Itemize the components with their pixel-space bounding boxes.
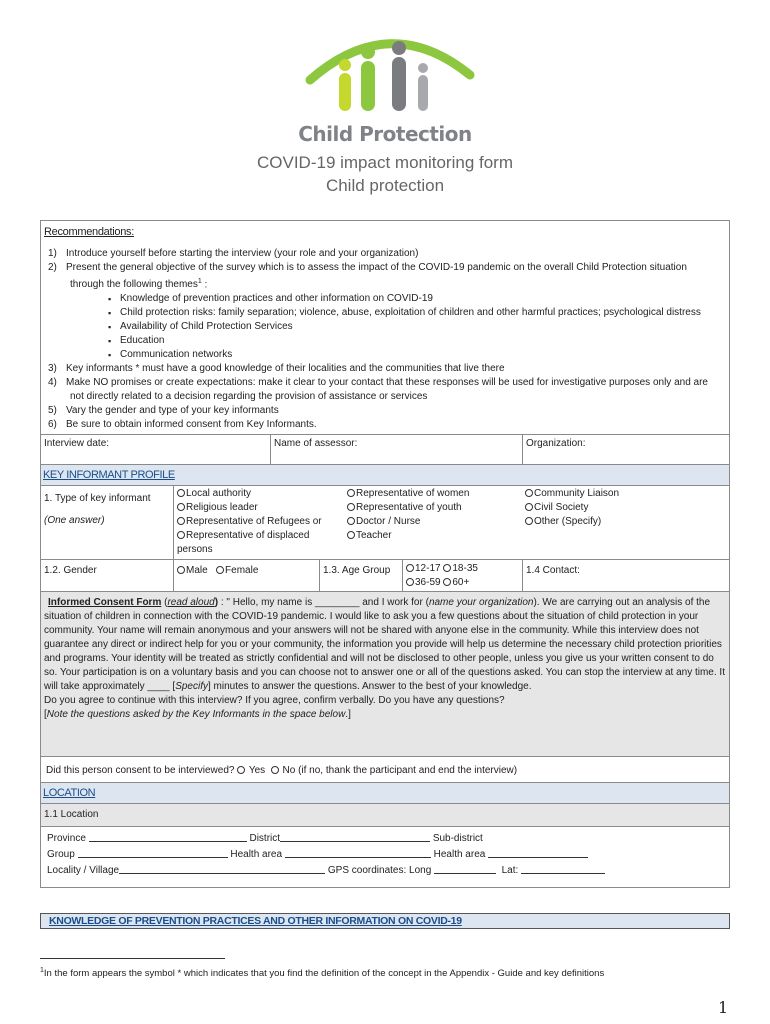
recommendation-item: 1) Introduce yourself before starting the interview (your role and your organization) — [48, 248, 419, 259]
page-subtitle: Child protection — [325, 176, 445, 195]
footnote: $^1$In the form appears the symbol * which indicates that you find the definition of the concept in the Appendix - Guide and key definitions — [40, 967, 605, 980]
footnote-divider — [40, 958, 225, 959]
health-area-input[interactable] — [285, 847, 431, 858]
recommendations-section — [41, 221, 729, 435]
assessor-name-field[interactable]: Name of assessor: — [271, 435, 523, 464]
radio-icon — [271, 766, 279, 774]
radio-icon — [177, 517, 185, 525]
radio-icon — [347, 489, 355, 497]
radio-icon — [443, 564, 451, 572]
radio-icon — [347, 517, 355, 525]
radio-icon — [177, 531, 185, 539]
logo-text: Child Protection — [298, 122, 472, 146]
interview-date-field[interactable]: Interview date: — [41, 435, 271, 464]
recommendation-item: 4) Make NO promises or create expectations: make it clear to your contact that these responses will be used for investigative purposes only and are not directly related to a decision regarding the provision of assistance or services — [48, 377, 708, 403]
consent-question-row: Did this person consent to be interviewed? Yes No (if no, thank the participant and end the interview) — [41, 757, 729, 783]
gender-age-row — [41, 560, 729, 592]
radio-icon — [237, 766, 245, 774]
key-informant-profile-band: KEY INFORMANT PROFILE — [41, 465, 729, 486]
consent-agree-text: Do you agree to continue with this interview? If you agree, confirm verbally. Do you have any questions? — [44, 695, 505, 707]
informant-type-row — [41, 486, 729, 560]
consent-note: Note the questions asked by the Key Informants in the space below — [46, 709, 346, 721]
recommendation-item: 6) Be sure to obtain informed consent from Key Informants. — [48, 419, 317, 431]
recommendation-item: 5) Vary the gender and type of your key informants — [48, 405, 279, 417]
gender-label: 1.2. Gender — [41, 560, 174, 591]
option-male[interactable]: Male — [177, 564, 208, 578]
consent-no-option[interactable]: No (if no, thank the participant and end the interview) — [271, 764, 517, 778]
age-group-label: 1.3. Age Group — [320, 560, 403, 591]
option-doctor-nurse[interactable]: Doctor / Nurse — [347, 515, 519, 529]
page-title: COVID-19 impact monitoring form — [256, 153, 514, 172]
theme-item: ▪ Knowledge of prevention practices and other information on COVID-19 — [108, 292, 726, 306]
option-local-authority[interactable]: Local authority — [177, 487, 341, 501]
health-area-input-2[interactable] — [488, 847, 588, 858]
radio-icon — [406, 578, 414, 586]
themes-list — [108, 292, 726, 362]
theme-item: ▪ Child protection risks: family separation; violence, abuse, exploitation of children and other harmful practices; psychological distress — [108, 306, 726, 320]
radio-icon — [216, 566, 224, 574]
consent-yes-option[interactable]: Yes — [237, 764, 265, 778]
option-age-36-59[interactable]: 36-59 — [406, 576, 441, 590]
recommendation-item: 3) Key informants * must have a good knowledge of their localities and the communities that live there — [48, 363, 505, 375]
radio-icon — [177, 566, 185, 574]
option-religious-leader[interactable]: Religious leader — [177, 501, 341, 515]
gender-options — [174, 560, 320, 591]
gps-longitude-input[interactable] — [434, 863, 496, 874]
radio-icon — [525, 503, 533, 511]
radio-icon — [347, 531, 355, 539]
informant-options-col3 — [522, 486, 729, 559]
informant-options-col1 — [174, 486, 344, 559]
province-input[interactable] — [89, 831, 247, 842]
radio-icon — [177, 489, 185, 497]
gps-latitude-input[interactable] — [521, 863, 605, 874]
organization-field[interactable]: Organization: — [526, 438, 586, 450]
option-women-representative[interactable]: Representative of women — [347, 487, 519, 501]
consent-form-title: Informed Consent Form — [48, 597, 162, 609]
informant-type-label-cell: 1. Type of key informant (One answer) — [41, 486, 174, 559]
option-female[interactable]: Female — [216, 564, 258, 578]
age-group-options — [403, 560, 523, 591]
theme-item: ▪ Education — [108, 334, 726, 348]
form-frame — [40, 220, 730, 888]
theme-item: ▪ Communication networks — [108, 348, 726, 362]
recommendations-heading: Recommendations: — [44, 226, 134, 238]
page-number: 1 — [718, 998, 729, 1017]
radio-icon — [406, 564, 414, 572]
knowledge-section-band: KNOWLEDGE OF PREVENTION PRACTICES AND OTHER INFORMATION ON COVID-19 — [40, 913, 730, 929]
option-displaced-representative[interactable]: Representative of displaced persons — [177, 530, 310, 556]
radio-icon — [443, 578, 451, 586]
recommendation-item: 2) Present the general objective of the survey which is to assess the impact of the COVID-19 pandemic on the overall Child Protection situation through the following themes$^1$ : ▪ Knowledge of prevention practices and other information on COVID-19 ▪ Child protection risks: family separation; violence, abuse, exploitation of children and other harmful practices; psychological distress ▪ Availability of Child Protection Services ▪ Education ▪ Communication networks — [44, 261, 726, 362]
location-fields: Province District Sub-district Group Health area Health area Locality / Village GPS coordinates: Long Lat: — [41, 827, 729, 887]
option-age-60-plus[interactable]: 60+ — [443, 576, 469, 590]
radio-icon — [177, 503, 185, 511]
option-age-18-35[interactable]: 18-35 — [443, 562, 478, 576]
informant-options-col2 — [344, 486, 522, 559]
radio-icon — [525, 489, 533, 497]
option-age-12-17[interactable]: 12-17 — [406, 562, 441, 576]
theme-item: ▪ Availability of Child Protection Services — [108, 320, 726, 334]
district-input[interactable] — [280, 831, 430, 842]
locality-input[interactable] — [119, 863, 325, 874]
radio-icon — [525, 517, 533, 525]
contact-field[interactable]: 1.4 Contact: — [526, 565, 580, 577]
location-subheading: 1.1 Location — [41, 804, 729, 827]
group-input[interactable] — [78, 847, 228, 858]
option-teacher[interactable]: Teacher — [347, 529, 519, 543]
option-refugee-representative[interactable]: Representative of Refugees or — [177, 515, 341, 529]
location-band: LOCATION — [41, 783, 729, 804]
interview-row — [41, 435, 729, 465]
radio-icon — [347, 503, 355, 511]
option-youth-representative[interactable]: Representative of youth — [347, 501, 519, 515]
informed-consent-section: Informed Consent Form (read aloud) : " Hello, my name is ________ and I work for (name your organization). We are carrying out an analysis of the situation of children in connection with the COVID-19 pandemic. I would like to ask you a few questions about the situation of child protection in your community. Your name will remain anonymous and your answers will not be shared with anyone else in the community. While this interview does not guarantee any direct or indirect help for you or your community, the information you provide will help us determine the necessary child protection priorities and programs. Your identity will be treated as strictly confidential and will not be disclosed to other people, unless you give us your written consent to do so. Your participation is on a voluntary basis and you can choose not to answer one or all of the questions asked. You can stop the interview at any time. It will take approximately ____ [Specify] minutes to answer the questions. Answer to the best of your knowledge. Do you agree to continue with this interview? If you agree, confirm verbally. Do you have any questions? [Note the questions asked by the Key Informants in the space below.] — [41, 592, 729, 757]
option-civil-society[interactable]: Civil Society — [525, 501, 726, 515]
option-community-liaison[interactable]: Community Liaison — [525, 487, 726, 501]
option-other-specify[interactable]: Other (Specify) — [525, 515, 726, 529]
